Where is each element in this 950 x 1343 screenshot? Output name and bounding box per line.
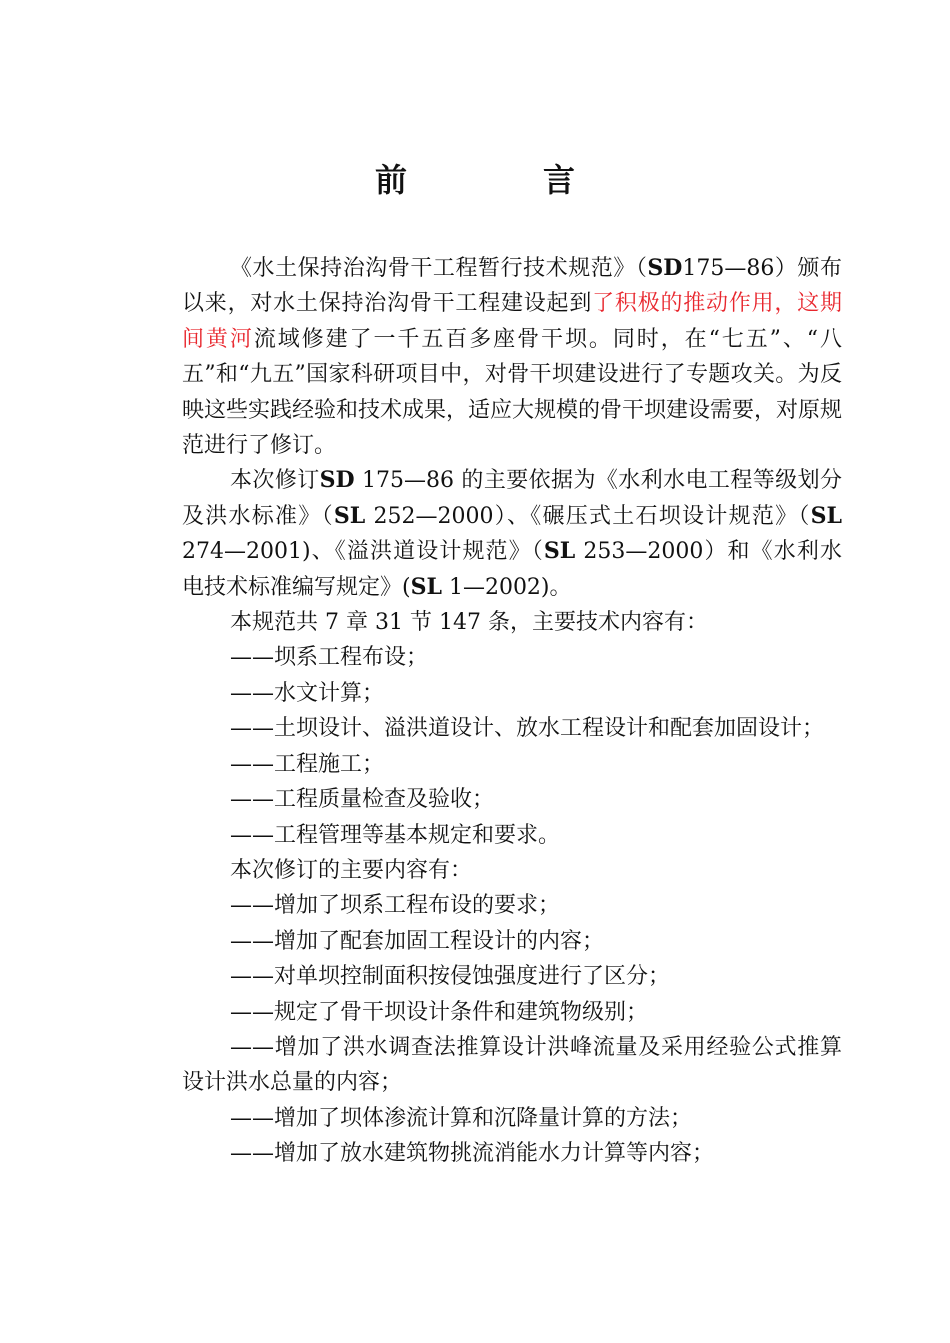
basis-text-6: 1—2002)。 — [441, 574, 572, 600]
contents-item: ——工程管理等基本规定和要求。 — [230, 822, 561, 848]
basis-text-5: 253—2000）和《水利水电技术标准编写规定》( — [182, 539, 842, 600]
basis-text-1: 本次修订 — [230, 468, 320, 494]
paragraph-intro — [182, 251, 842, 463]
standard-code: SL — [410, 573, 442, 600]
contents-item: ——工程质量检查及验收； — [230, 787, 495, 813]
paragraph-basis — [182, 463, 842, 605]
paragraph-revisions: 本次修订的主要内容有： — [230, 857, 473, 883]
revision-item: ——增加了配套加固工程设计的内容； — [230, 928, 605, 954]
standard-code: SL — [333, 502, 366, 529]
standard-code: SL — [810, 502, 842, 529]
revision-item: ——增加了坝系工程布设的要求； — [230, 893, 561, 919]
intro-text-3: 流域修建了一千五百多座骨干坝。同时，在“七五”、“八五”和“九五”国家科研项目中，对骨干坝建设进行了专题攻关。为反映这些实践经验和技术成果，适应大规模的骨干坝建设需要，对原规范进行了修订。 — [182, 326, 843, 459]
revision-item: ——增加了洪水调查法推算设计洪峰流量及采用经验公式推算设计洪水总量的内容； — [182, 1034, 842, 1096]
intro-text-2: 175—86）颁布以来，对水土保持治沟骨干工程建设起到 — [182, 256, 842, 317]
revision-item: ——增加了坝体渗流计算和沉降量计算的方法； — [230, 1105, 693, 1131]
paragraph-scope: 本规范共 7 章 31 节 147 条，主要技术内容有： — [230, 610, 708, 636]
contents-item: ——坝系工程布设； — [230, 645, 429, 671]
basis-text-2: 175—86 的主要依据为《水利水电工程等级划分及洪水标准》（ — [182, 468, 842, 529]
foreword-body — [182, 251, 842, 1172]
revision-item: ——对单坝控制面积按侵蚀强度进行了区分； — [230, 964, 671, 990]
revision-item: ——规定了骨干坝设计条件和建筑物级别； — [230, 999, 649, 1025]
standard-code: SL — [543, 538, 576, 565]
basis-text-3: 252—2000）、《碾压式土石坝设计规范》（ — [365, 503, 811, 529]
contents-item: ——土坝设计、溢洪道设计、放水工程设计和配套加固设计； — [230, 716, 825, 742]
revision-item: ——增加了放水建筑物挑流消能水力计算等内容； — [230, 1141, 715, 1167]
standard-code: SD — [319, 467, 355, 494]
contents-item: ——工程施工； — [230, 751, 385, 777]
contents-item: ——水文计算； — [230, 680, 385, 706]
intro-text-1: 《水土保持治沟骨干工程暂行技术规范》（ — [230, 256, 648, 281]
page-title: 前 言 — [374, 161, 627, 199]
standard-code: SD — [647, 255, 683, 281]
highlighted-text: 了积极的推动作用，这期间黄河 — [182, 291, 842, 352]
basis-text-4: 274—2001)、《溢洪道设计规范》（ — [182, 539, 544, 565]
